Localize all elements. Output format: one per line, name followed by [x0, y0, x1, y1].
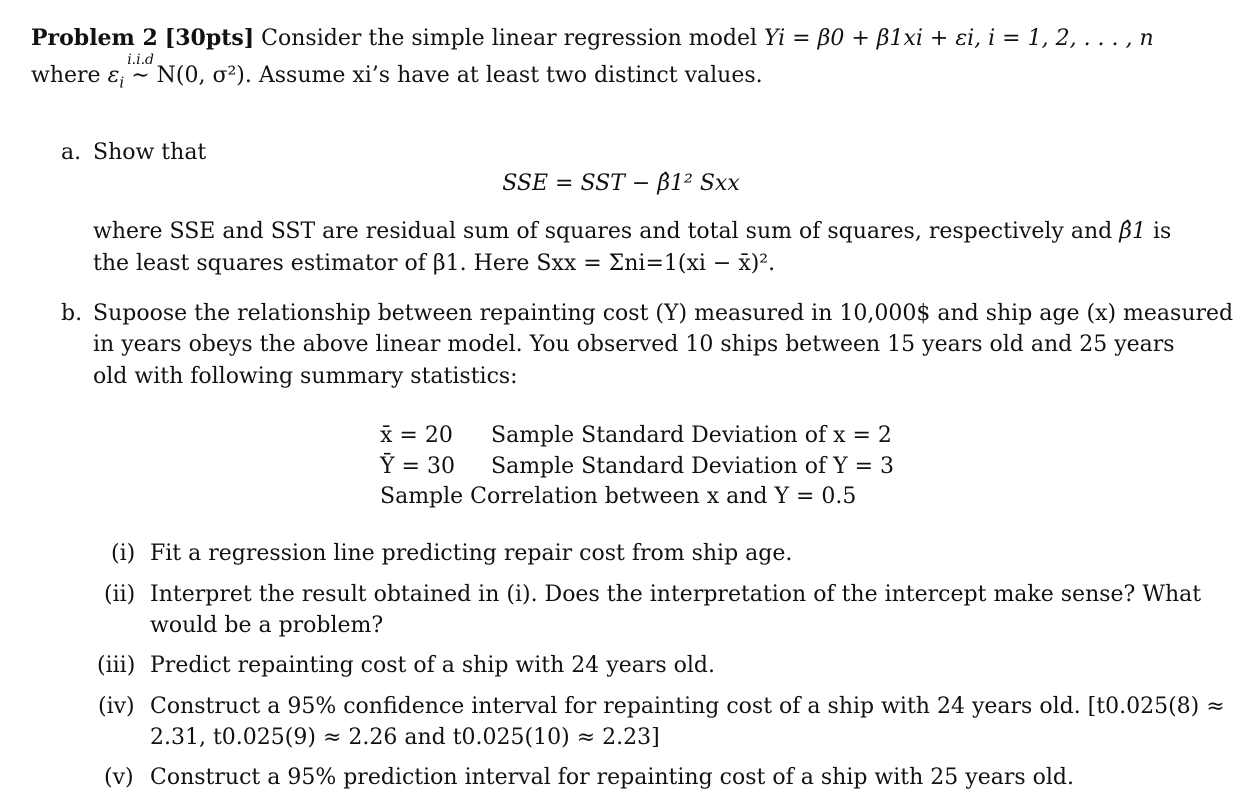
where-word: where [31, 63, 101, 88]
problem-points: [30pts] [164, 25, 255, 51]
item-i-text: Fit a regression line predicting repair cost from ship age. [150, 541, 793, 566]
part-a-text-line1: where SSE and SST are residual sum of squares and total sum of squares, respectively and β̂1 is [93, 219, 1172, 244]
error-assumption: where $\varepsilon_i$ i.i.d ∼ N(0, σ²). Assume xi’s have at least two distinct values. [31, 60, 763, 92]
stat-ybar: Ȳ = 30 [380, 454, 455, 479]
part-a-text-line2: the least squares estimator of β1. Here Sxx = Σni=1(xi − x̄)². [93, 251, 776, 276]
item-ii-num: (ii) [104, 582, 136, 607]
item-iii-num: (iii) [97, 653, 136, 678]
item-v-text: Construct a 95% prediction interval for repainting cost of a ship with 25 years old. [150, 765, 1075, 790]
part-b-label: b. [61, 301, 83, 326]
error-distribution: N(0, σ²). Assume xi’s have at least two distinct values. [156, 63, 763, 88]
part-a-equation: SSE = SST − β̂1² Sxx [502, 171, 740, 196]
item-iv-num: (iv) [98, 694, 135, 719]
problem-intro: Consider the simple linear regression model [261, 26, 758, 51]
stat-correlation: Sample Correlation between x and Y = 0.5 [380, 484, 857, 509]
item-iv-text2: 2.31, t0.025(9) ≈ 2.26 and t0.025(10) ≈ 2.23] [150, 725, 660, 750]
item-ii-text2: would be a problem? [150, 613, 384, 638]
problem-header [31, 22, 1154, 55]
problem-title: Problem 2 [31, 25, 158, 51]
part-a-label: a. [61, 140, 82, 165]
stat-sd-x: Sample Standard Deviation of x = 2 [491, 423, 892, 448]
part-a-show-that: Show that [93, 140, 207, 165]
item-iv-text: Construct a 95% confidence interval for repainting cost of a ship with 24 years old. [t0.025(8) ≈ [150, 694, 1225, 719]
part-b-text-line3: old with following summary statistics: [93, 364, 518, 389]
model-equation: Yi = β0 + β1xi + εi, i = 1, 2, . . . , n [764, 26, 1154, 51]
part-b-text-line2: in years obeys the above linear model. You observed 10 ships between 15 years old and 25 years [93, 332, 1175, 357]
part-b-text-line1: Supoose the relationship between repainting cost (Y) measured in 10,000$ and ship age (x) measured [93, 301, 1234, 326]
item-ii-text: Interpret the result obtained in (i). Does the interpretation of the intercept make sense? What [150, 582, 1202, 607]
item-v-num: (v) [104, 765, 134, 790]
item-i-num: (i) [111, 541, 136, 566]
beta-hat-symbol: β̂1 [1119, 219, 1146, 244]
iid-label: i.i.d [127, 52, 155, 68]
stat-sd-y: Sample Standard Deviation of Y = 3 [491, 454, 895, 479]
item-iii-text: Predict repainting cost of a ship with 24 years old. [150, 653, 716, 678]
stat-xbar: x̄ = 20 [380, 423, 453, 448]
